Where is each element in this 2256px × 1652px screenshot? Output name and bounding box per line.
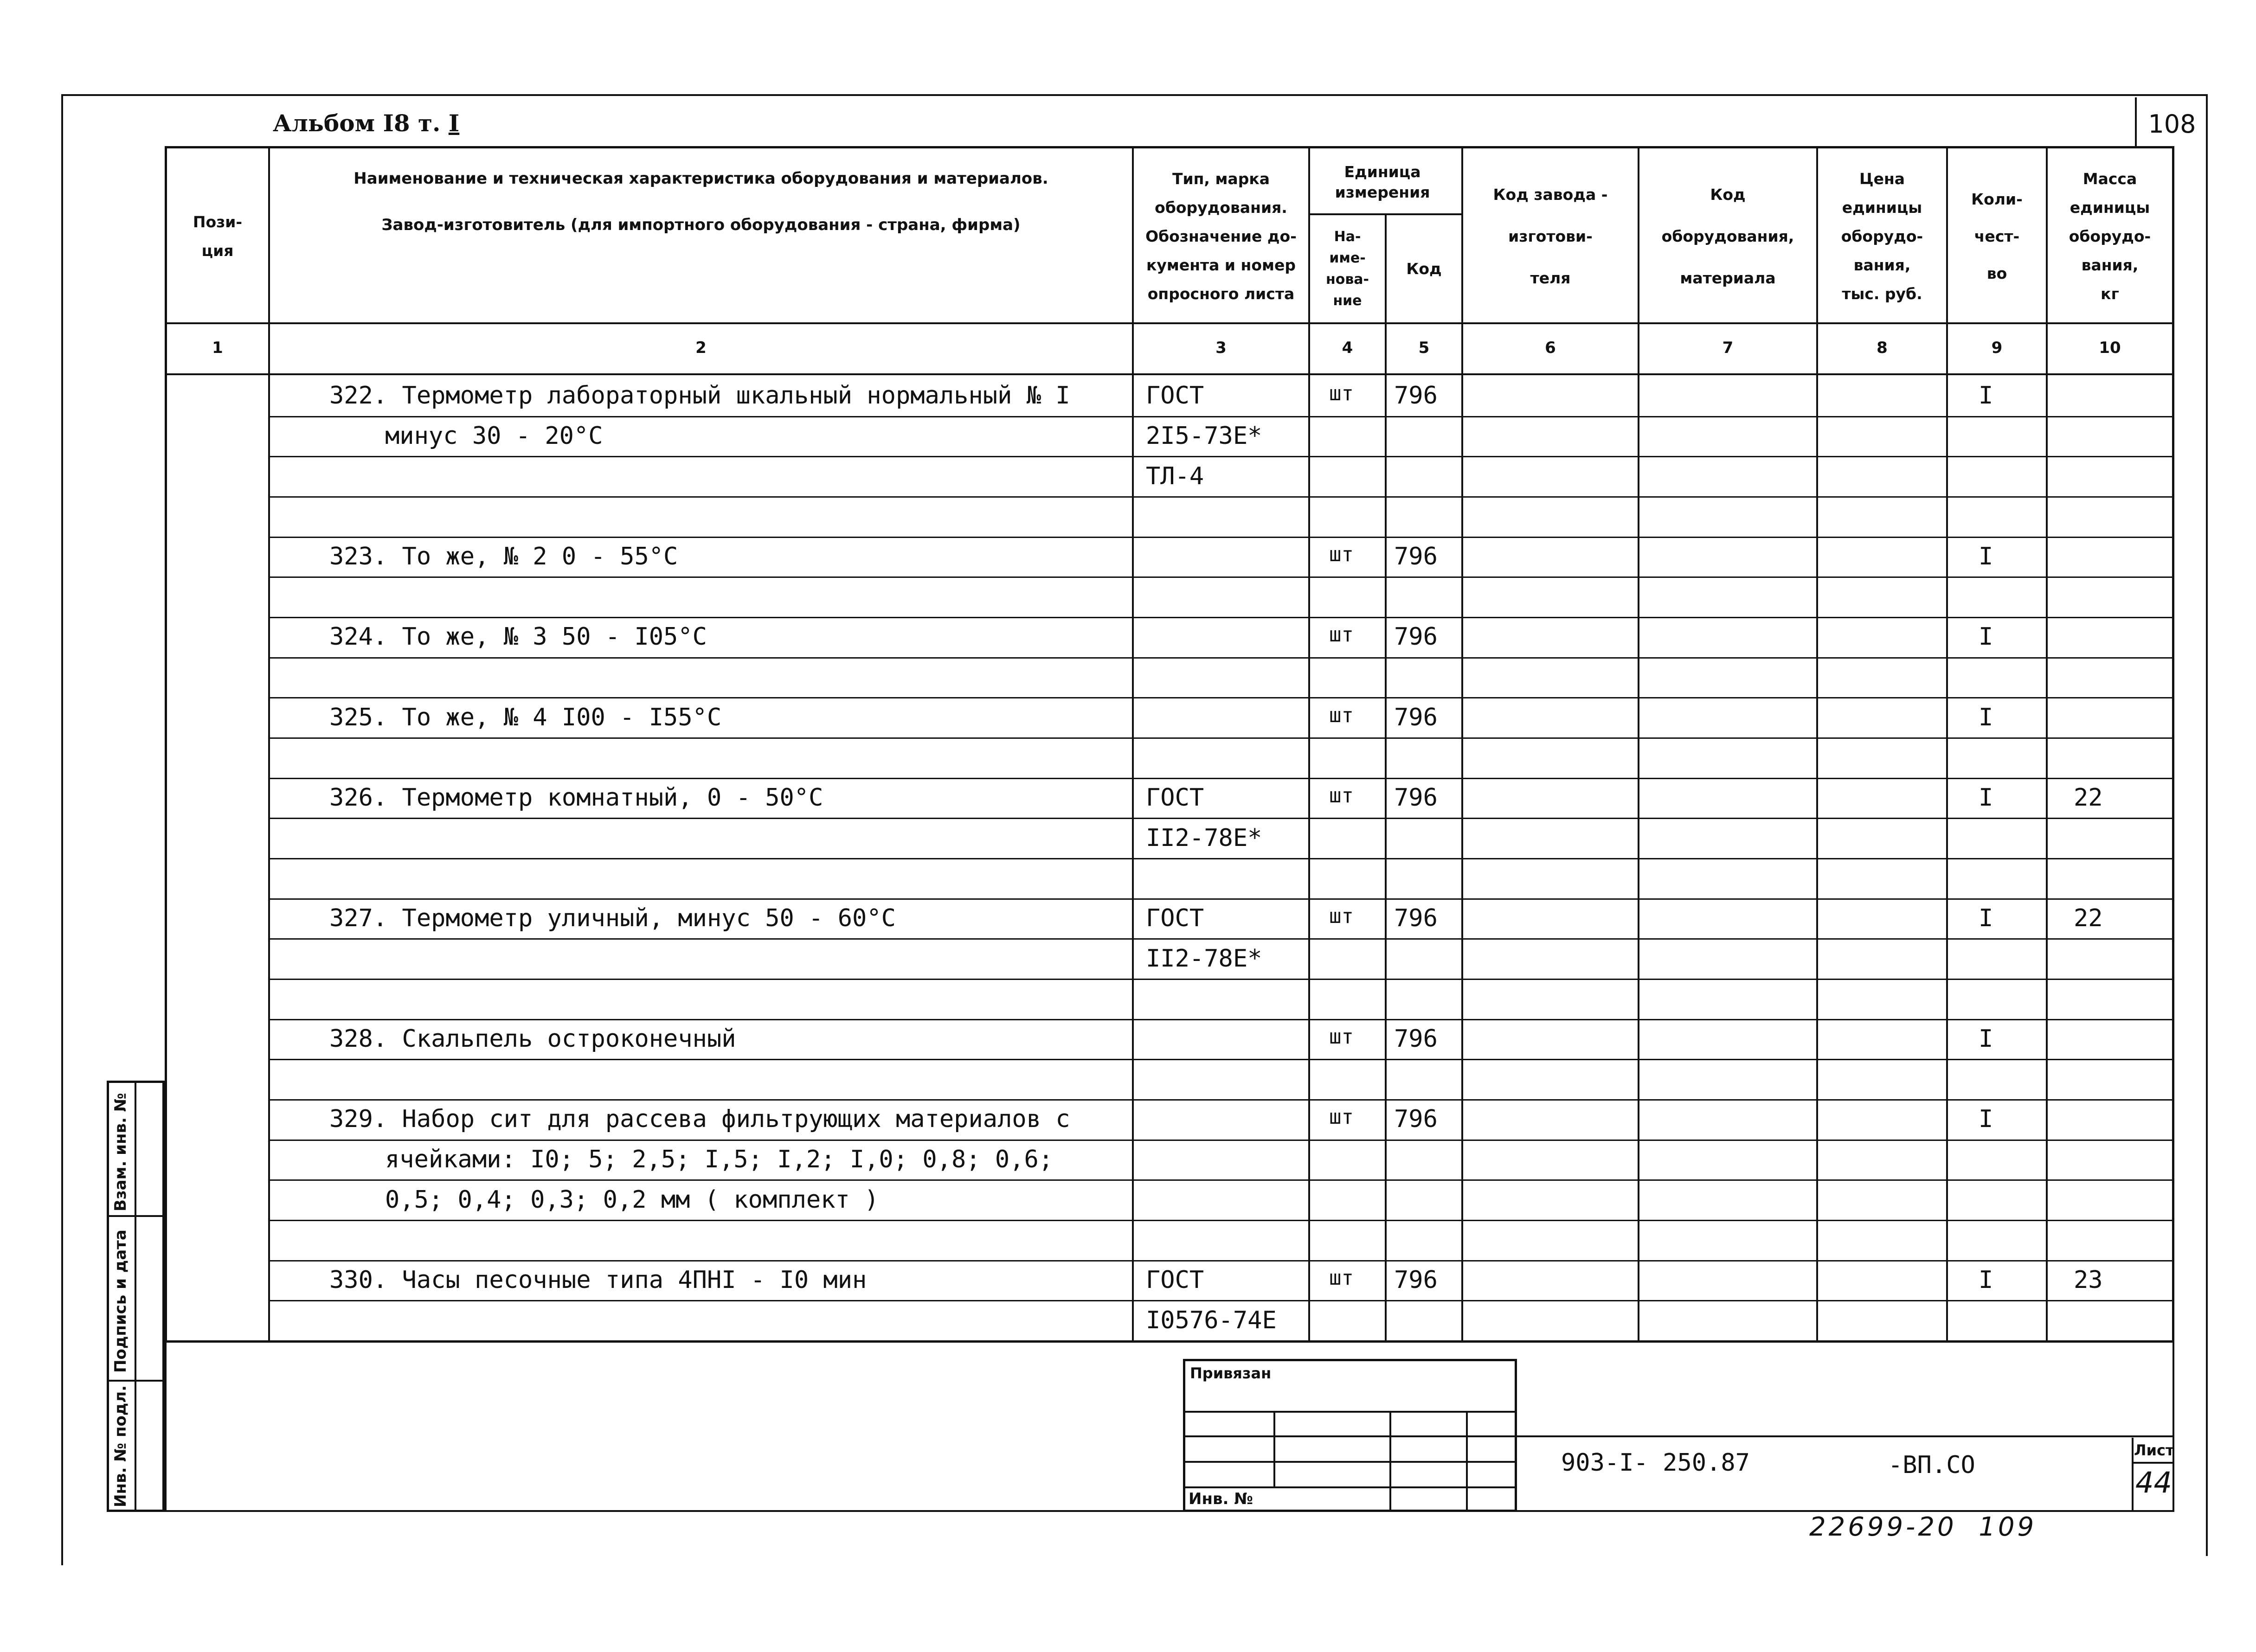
row-divider — [270, 1260, 2172, 1261]
item-type: ГОСТ — [1146, 382, 1204, 410]
item-qty: I — [1979, 784, 1993, 812]
unit-header-split — [1308, 213, 1461, 215]
column-number: 6 — [1545, 339, 1556, 357]
item-mass: 23 — [2074, 1266, 2103, 1294]
top-frame-line — [61, 94, 2208, 96]
row-divider — [270, 818, 2172, 819]
item-type: I0576-74Е — [1146, 1306, 1277, 1334]
item-unit: шт — [1329, 382, 1354, 405]
sheet-box-divider — [2132, 1462, 2174, 1464]
col-line-8 — [1946, 146, 1948, 1343]
column-number: 5 — [1418, 339, 1430, 357]
item-type: ТЛ-4 — [1146, 462, 1204, 490]
sheet-label: Лист — [2134, 1441, 2174, 1459]
item-mass: 22 — [2074, 784, 2103, 812]
item-code: 796 — [1394, 1266, 1438, 1294]
item-code: 796 — [1394, 1025, 1438, 1053]
item-qty: I — [1979, 904, 1993, 932]
header-name: Наименование и техническая характеристика оборудования и материалов. Завод-изготовитель (для импортного оборудования - страна, фирма) — [354, 169, 1048, 234]
item-name: ячейками: I0; 5; 2,5; I,5; I,2; I,0; 0,8; 0,6; — [385, 1146, 1054, 1173]
item-name: 325. То же, № 4 I00 - I55°С — [329, 704, 722, 731]
bound-stamp-col-3 — [1466, 1411, 1468, 1512]
bound-stamp-col-1 — [1273, 1411, 1275, 1486]
row-divider — [270, 1179, 2172, 1181]
item-name: 0,5; 0,4; 0,3; 0,2 мм ( комплект ) — [385, 1186, 879, 1214]
row-divider — [270, 576, 2172, 578]
item-unit: шт — [1329, 623, 1354, 647]
page-number-divider — [2135, 97, 2137, 148]
item-code: 796 — [1394, 382, 1438, 410]
album-volume: I — [448, 109, 460, 137]
item-qty: I — [1979, 543, 1993, 570]
row-divider — [270, 1220, 2172, 1221]
row-divider — [270, 416, 2172, 417]
item-type: ГОСТ — [1146, 1266, 1204, 1294]
item-code: 796 — [1394, 904, 1438, 932]
page-number: 108 — [2148, 109, 2196, 139]
item-type: 2I5-73Е* — [1146, 422, 1262, 450]
item-unit: шт — [1329, 543, 1354, 566]
col-line-5 — [1461, 146, 1463, 1343]
sheet-number: 44 — [2135, 1466, 2172, 1499]
row-divider — [270, 456, 2172, 457]
item-name: 323. То же, № 2 0 - 55°С — [329, 543, 678, 570]
side-stamp-signature: Подпись и дата — [111, 1229, 130, 1373]
item-name: 324. То же, № 3 50 - I05°С — [329, 623, 707, 651]
row-divider — [270, 697, 2172, 698]
col-line-9 — [2046, 146, 2048, 1343]
item-code: 796 — [1394, 784, 1438, 812]
side-stamp-inventory: Инв. № подл. — [111, 1385, 130, 1507]
row-divider — [270, 537, 2172, 538]
item-mass: 22 — [2074, 904, 2103, 932]
header-position: Пози- ция — [193, 213, 243, 260]
row-divider — [270, 938, 2172, 940]
col-line-1 — [268, 146, 270, 1343]
item-qty: I — [1979, 623, 1993, 651]
header-mass: Масса единицы оборудо- вания, кг — [2069, 170, 2151, 303]
item-qty: I — [1979, 1266, 1993, 1294]
item-code: 796 — [1394, 1105, 1438, 1133]
item-name: 330. Часы песочные типа 4ПНI - I0 мин — [329, 1266, 867, 1294]
header-bottom-line — [165, 322, 2174, 324]
item-code: 796 — [1394, 704, 1438, 731]
col-line-3 — [1308, 146, 1310, 1343]
header-type: Тип, марка оборудования. Обозначение до- кумента и номер опросного листа — [1145, 170, 1297, 303]
row-divider — [270, 657, 2172, 659]
item-type: ГОСТ — [1146, 904, 1204, 932]
item-qty: I — [1979, 704, 1993, 731]
row-divider — [270, 737, 2172, 739]
item-unit: шт — [1329, 1025, 1354, 1049]
bottom-frame-left — [165, 1340, 167, 1512]
column-number: 8 — [1877, 339, 1888, 357]
item-qty: I — [1979, 1025, 1993, 1053]
item-type: II2-78Е* — [1146, 824, 1262, 852]
item-qty: I — [1979, 1105, 1993, 1133]
row-divider — [270, 1019, 2172, 1020]
header-unit: Единица измерения — [1335, 162, 1430, 201]
col-line-2 — [1132, 146, 1134, 1343]
item-unit: шт — [1329, 784, 1354, 807]
item-unit: шт — [1329, 1105, 1354, 1129]
header-qty: Коли- чест- во — [1971, 190, 2023, 282]
column-number: 2 — [695, 339, 707, 357]
item-name: 326. Термометр комнатный, 0 - 50°С — [329, 784, 823, 812]
title-block-top — [1517, 1435, 2174, 1437]
inv-label: Инв. № — [1189, 1490, 1253, 1508]
item-type: II2-78Е* — [1146, 945, 1262, 973]
column-number: 9 — [1991, 339, 2003, 357]
bound-label: Привязан — [1190, 1364, 1272, 1382]
column-number: 10 — [2099, 339, 2121, 357]
side-stamp-line-2 — [107, 1380, 165, 1382]
column-number-line — [165, 373, 2174, 375]
col-line-6 — [1638, 146, 1639, 1343]
item-type: ГОСТ — [1146, 784, 1204, 812]
doc-code: 903-I- 250.87 — [1561, 1449, 1750, 1477]
column-number: 4 — [1342, 339, 1353, 357]
row-divider — [270, 898, 2172, 900]
header-price: Цена единицы оборудо- вания, тыс. руб. — [1841, 170, 1923, 303]
header-equipment-code: Код оборудования, материала — [1661, 186, 1794, 287]
column-number: 1 — [212, 339, 223, 357]
col-line-7 — [1816, 146, 1818, 1343]
right-frame-line — [2206, 95, 2208, 1556]
item-code: 796 — [1394, 623, 1438, 651]
item-name: 328. Скальпель остроконечный — [329, 1025, 736, 1053]
item-unit: шт — [1329, 704, 1354, 727]
row-divider — [270, 1300, 2172, 1301]
item-unit: шт — [1329, 1266, 1354, 1290]
header-factory-code: Код завода - изготови- теля — [1493, 186, 1608, 287]
bound-stamp-col-2 — [1389, 1411, 1391, 1512]
side-stamp-line-1 — [107, 1215, 165, 1217]
side-stamp-replace: Взам. инв. № — [111, 1093, 130, 1211]
row-divider — [270, 1140, 2172, 1141]
item-name: минус 30 - 20°С — [385, 422, 603, 450]
item-name: 329. Набор сит для рассева фильтрующих материалов с — [329, 1105, 1070, 1133]
item-unit: шт — [1329, 904, 1354, 928]
header-unit-code: Код — [1406, 260, 1442, 278]
album-label — [273, 109, 459, 137]
column-number: 3 — [1215, 339, 1227, 357]
column-number: 7 — [1722, 339, 1734, 357]
side-stamp-divider — [135, 1081, 136, 1512]
item-name: 322. Термометр лабораторный шкальный нормальный № I — [329, 382, 1070, 410]
row-divider — [270, 1099, 2172, 1101]
row-divider — [270, 979, 2172, 980]
row-divider — [270, 496, 2172, 498]
left-margin-line — [61, 95, 63, 1565]
item-name: 327. Термометр уличный, минус 50 - 60°С — [329, 904, 896, 932]
row-divider — [270, 778, 2172, 779]
doc-suffix: -ВП.СО — [1888, 1451, 1975, 1479]
row-divider — [270, 858, 2172, 859]
item-qty: I — [1979, 382, 1993, 410]
footer-stamp: 22699-20 109 — [1809, 1512, 2037, 1542]
row-divider — [270, 617, 2172, 618]
row-divider — [270, 1059, 2172, 1060]
item-code: 796 — [1394, 543, 1438, 570]
header-unit-name: На- име- нова- ние — [1325, 229, 1369, 309]
album-title: Альбом I8 т. — [273, 109, 441, 137]
